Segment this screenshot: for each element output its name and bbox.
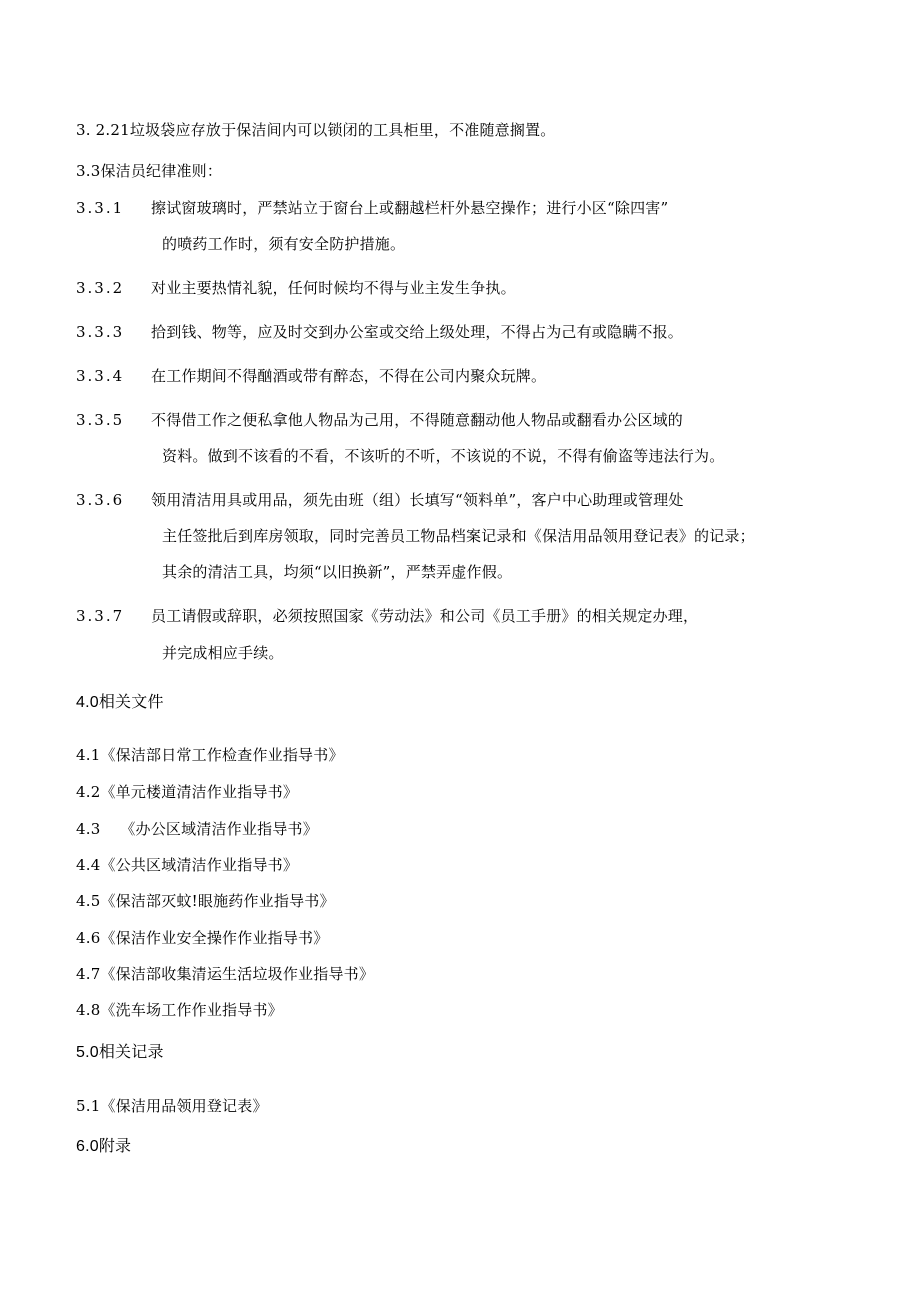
related-document-item: 4.4《公共区域清洁作业指导书》 [76,856,299,874]
section-4-heading: 4.0相关文件 [76,694,164,711]
clause-3-3-4-number: 3.3.4 [76,367,125,385]
related-document-item: 4.5《保洁部灭蚊!眼施药作业指导书》 [76,892,335,910]
related-document-item: 4.6《保洁作业安全操作作业指导书》 [76,929,329,947]
clause-3-3-7-line2: 并完成相应手续。 [162,644,284,662]
related-document-item: 4.8《洗车场工作作业指导书》 [76,1001,283,1019]
section-5-heading: 5.0相关记录 [76,1044,164,1061]
clause-3-3-4-line1: 在工作期间不得酗酒或带有醉态，不得在公司内聚众玩牌。 [151,367,547,385]
related-record-item: 5.1《保洁用品领用登记表》 [76,1097,268,1115]
clause-3-3-2-line1: 对业主要热情礼貌，任何时候均不得与业主发生争执。 [151,279,516,297]
clause-3-3-6-line1: 领用清洁用具或用品，须先由班（组）长填写“领料单”，客户中心助理或管理处 [151,491,684,509]
clause-3-3-5-line1: 不得借工作之便私拿他人物品为己用，不得随意翻动他人物品或翻看办公区域的 [151,411,684,429]
section-6-heading: 6.0附录 [76,1138,132,1155]
clause-3-3-7-line1: 员工请假或辞职，必须按照国家《劳动法》和公司《员工手册》的相关规定办理， [151,607,699,625]
clause-3-3-7-number: 3.3.7 [76,607,125,625]
clause-3-3-6-line2: 主任签批后到库房领取，同时完善员工物品档案记录和《保洁用品领用登记表》的记录； [162,527,755,545]
clause-3-3-6-line3: 其余的清洁工具，均须“以旧换新”，严禁弄虚作假。 [162,563,513,581]
clause-3-2-21: 3. 2.21垃圾袋应存放于保洁间内可以锁闭的工具柜里，不准随意搁置。 [76,121,556,139]
clause-3-3-5-number: 3.3.5 [76,411,125,429]
clause-3-3-3-number: 3.3.3 [76,323,125,341]
clause-3-3-6-number: 3.3.6 [76,491,125,509]
clause-3-3-5-line2: 资料。做到不该看的不看，不该听的不听，不该说的不说，不得有偷盗等违法行为。 [162,447,725,465]
related-document-item: 4.2《单元楼道清洁作业指导书》 [76,783,299,801]
related-document-item: 4.1《保洁部日常工作检查作业指导书》 [76,746,344,764]
clause-3-3-1-number: 3.3.1 [76,199,125,217]
related-document-item: 4.3 《办公区域清洁作业指导书》 [76,820,318,838]
clause-3-3-1-line1: 擦试窗玻璃时，严禁站立于窗台上或翻越栏杆外悬空操作；进行小区“除四害” [151,199,669,217]
clause-3-3-3-line1: 拾到钱、物等，应及时交到办公室或交给上级处理，不得占为己有或隐瞒不报。 [151,323,684,341]
clause-3-3-2-number: 3.3.2 [76,279,125,297]
clause-3-3-1-line2: 的喷药工作时，须有安全防护措施。 [162,235,406,253]
clause-3-3-heading: 3.3保洁员纪律准则： [76,162,223,180]
related-document-item: 4.7《保洁部收集清运生活垃圾作业指导书》 [76,965,375,983]
